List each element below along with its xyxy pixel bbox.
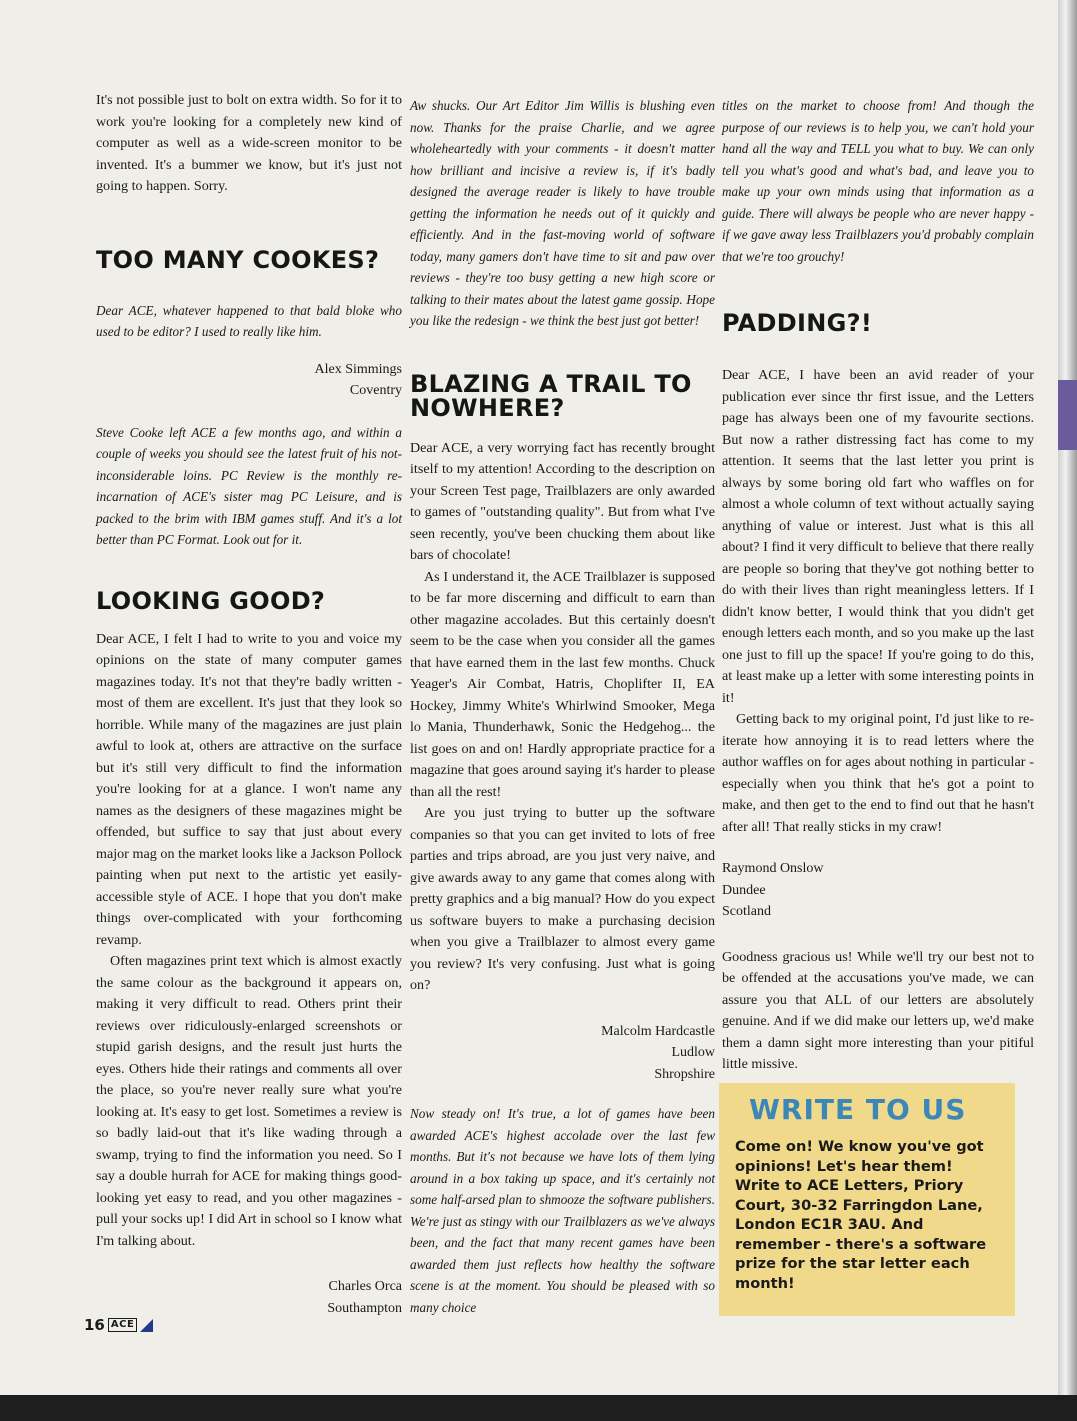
letter-raymond-name: Raymond Onslow bbox=[722, 861, 824, 876]
reply-raymond: Goodness gracious us! While we'll try our best not to be offended at the accusations you've made, we can assure you that ALL of our letters are absolutely genuine. And if we did make our letters up, we'd make them a damn sight more interesting than your pitiful little missive. bbox=[722, 948, 1034, 1072]
letter-charles-p2: Often magazines print text which is almost exactly the same colour as the background it appears on, making it very difficult to read. Others print their reviews over ridiculously-enlarged screenshots or stupid garish designs, and the result just hurts the eyes. Others hide their ratings and comments all over the place, so you're never really sure what you're looking at. It's easy to get lost. Sometimes a review is so badly laid-out that it's like wading through a swamp, trying to find the information you need. So I say a double hurrah for ACE for making things good-looking yet easy to read, and you other magazines - pull your socks up! I did Art in school so I know what I'm talking about. bbox=[96, 953, 402, 1249]
reply-malcolm-continued: titles on the market to choose from! And though the purpose of our reviews is to help you, we can't hold your hand all the way and TELL you what to buy. We can only tell you what's good and what's bad, and leave you to make up your own minds using that information as a guide. There will always be people who are never happy - if we gave away less Trailblazers you'd probably complain that we're too grouchy! bbox=[722, 98, 1034, 264]
letter-charles-p1: Dear ACE, I felt I had to write to you and voice my opinions on the state of many computer games magazines today. It's not that they're badly written - most of them are excellent. It's just that they look so horrible. While many of the magazines are just plain awful to look at, others are attractive on the surface but it's still very difficult to find the information you're looking for at a glance. I won't name any names as the designers of these magazines might be offended, but suffice to say that just about every major mag on the market looks like a Jackson Pollock painting when put next to the artistic yet easily-accessible style of ACE. I hope that you don't make things over-complicated with your forthcoming revamp. bbox=[96, 630, 402, 948]
column-1 bbox=[96, 90, 402, 1319]
letter-malcolm-town: Ludlow bbox=[671, 1045, 715, 1060]
column-2 bbox=[410, 95, 715, 1318]
letter-alex-name: Alex Simmings bbox=[314, 361, 402, 377]
spine-color-tab bbox=[1058, 380, 1077, 450]
letter-malcolm-name: Malcolm Hardcastle bbox=[601, 1023, 715, 1039]
letter-malcolm-p1: Dear ACE, a very worrying fact has recently brought itself to my attention! According to the description on your Screen Test page, Trailblazers are only awarded to games of "outstanding quality". But from what I've seen recently, you've been chucking them about like bars of chocolate! bbox=[410, 439, 715, 563]
letter-malcolm-p3: Are you just trying to butter up the software companies so that you can get invited to lots of free parties and trips abroad, are you just very naive, and give awards away to any game that comes along with pretty graphics and a big manual? How do you expect us software buyers to make a purchasing decision when you give a Trailblazer to almost every game you review? It's very confusing. Just what is going on? bbox=[410, 805, 715, 993]
heading-looking-good: LOOKING GOOD? bbox=[96, 586, 326, 615]
heading-too-many-cookes: TOO MANY COOKES? bbox=[96, 245, 380, 274]
write-to-us-title: WRITE TO US bbox=[749, 1093, 967, 1126]
previous-reply-end: It's not possible just to bolt on extra width. So for it to work you're looking for a completely new kind of computer as well as a wide-screen monitor to be invented. It's a bummer we know, but it's just not going to happen. Sorry. bbox=[96, 92, 402, 194]
heading-blazing-a-trail: BLAZING A TRAIL TO NOWHERE? bbox=[410, 369, 692, 422]
letter-raymond-town: Dundee bbox=[722, 882, 766, 898]
heading-padding: PADDING?! bbox=[722, 309, 873, 337]
letter-raymond-country: Scotland bbox=[722, 904, 771, 919]
reply-charles: Aw shucks. Our Art Editor Jim Willis is blushing even now. Thanks for the praise Charlie, and we agree wholeheartedly with your comments - it doesn't matter how brilliant and incisive a review is, if it's badly designed the average reader is likely to have trouble getting the information he needs out of it quickly and efficiently. And in the fast-moving world of software today, many gamers don't have time to sit and paw over reviews - they're too busy getting a new high score or talking to their mates about the latest game gossip. Hope you like the redesign - we think the best just got better! bbox=[410, 98, 715, 328]
reply-alex: Steve Cooke left ACE a few months ago, and within a couple of weeks you should see the latest fruit of his not-inconsiderable loins. PC Review is the monthly re-incarnation of ACE's sister mag PC Leisure, and is packed to the brim with IBM games stuff. And it's a lot better than PC Format. Look out for it. bbox=[96, 424, 402, 547]
letter-malcolm-county: Shropshire bbox=[654, 1066, 715, 1082]
letter-raymond-p2: Getting back to my original point, I'd just like to re-iterate how annoying it is to read letters where the author waffles on for ages about nothing in particular - especially when you think that he's got a point to make, and then get to the end to find out that he hasn't after all! That really sticks in my craw! bbox=[722, 711, 1034, 835]
page-number: 16 bbox=[84, 1316, 105, 1334]
ace-logo: ACE bbox=[108, 1318, 137, 1332]
write-to-us-text: Come on! We know you've got opinions! Let's hear them! Write to ACE Letters, Priory Court, 30-32 Farringdon Lane, London EC1R 3AU. And remember - there's a software prize for the star letter each month! bbox=[735, 1138, 987, 1292]
page-folio bbox=[84, 1316, 153, 1334]
letter-charles-name: Charles Orca bbox=[328, 1279, 402, 1294]
letter-charles-town: Southampton bbox=[327, 1300, 402, 1316]
triangle-icon bbox=[140, 1319, 153, 1332]
page-spine bbox=[1058, 0, 1077, 1395]
letter-alex-body: Dear ACE, whatever happened to that bald bloke who used to be editor? I used to really like him. bbox=[96, 302, 402, 339]
reply-malcolm: Now steady on! It's true, a lot of games have been awarded ACE's highest accolade over the last few months. But it's not because we have lots of them lying around in a box taking up space, and it's certainly not some half-arsed plan to shmooze the software publishers. We're just as stingy with our Trailblazers as we've always been, and the fact that many recent games have been awarded them just reflects how healthy the software scene is at the moment. You should be pleased with so many choice bbox=[410, 1106, 715, 1315]
column-3 bbox=[722, 95, 1034, 1076]
scan-bottom-edge bbox=[0, 1395, 1077, 1421]
letter-alex-town: Coventry bbox=[349, 383, 402, 398]
letter-malcolm-p2: As I understand it, the ACE Trailblazer is supposed to be far more discerning and difficult to earn than other magazine accolades. But this certainly doesn't seem to be the case when you consider all the games that have earned them in the last few months. Chuck Yeager's Air Combat, Hatris, Choplifter II, EA Hockey, Jimmy White's Whirlwind Smooker, Mega lo Mania, Thunderhawk, Sonic the Hedgehog... the list goes on and on! Hardly appropriate practice for a magazine that goes around saying it's harder to please than all the rest! bbox=[410, 568, 715, 800]
write-to-us-box bbox=[719, 1083, 1015, 1316]
letter-raymond-p1: Dear ACE, I have been an avid reader of your publication ever since thr first issue, and the Letters page has always been one of my favourite sections. But now a rather distressing fact has come to my attention. It seems that the last letter you print is always by some boring old fart who waffles on for almost a whole column of text without actually saying anything of value or interest. Just what is this all about? I find it very difficult to believe that there really are people so boring that they've got nothing better to do with their lives than right meaningless letters. If I didn't know better, I would think that you didn't get enough letters each month, and so you make up the last one just to fill up the space! If you're going to do this, at least make up a letter with some interesting points in it! bbox=[722, 367, 1034, 706]
